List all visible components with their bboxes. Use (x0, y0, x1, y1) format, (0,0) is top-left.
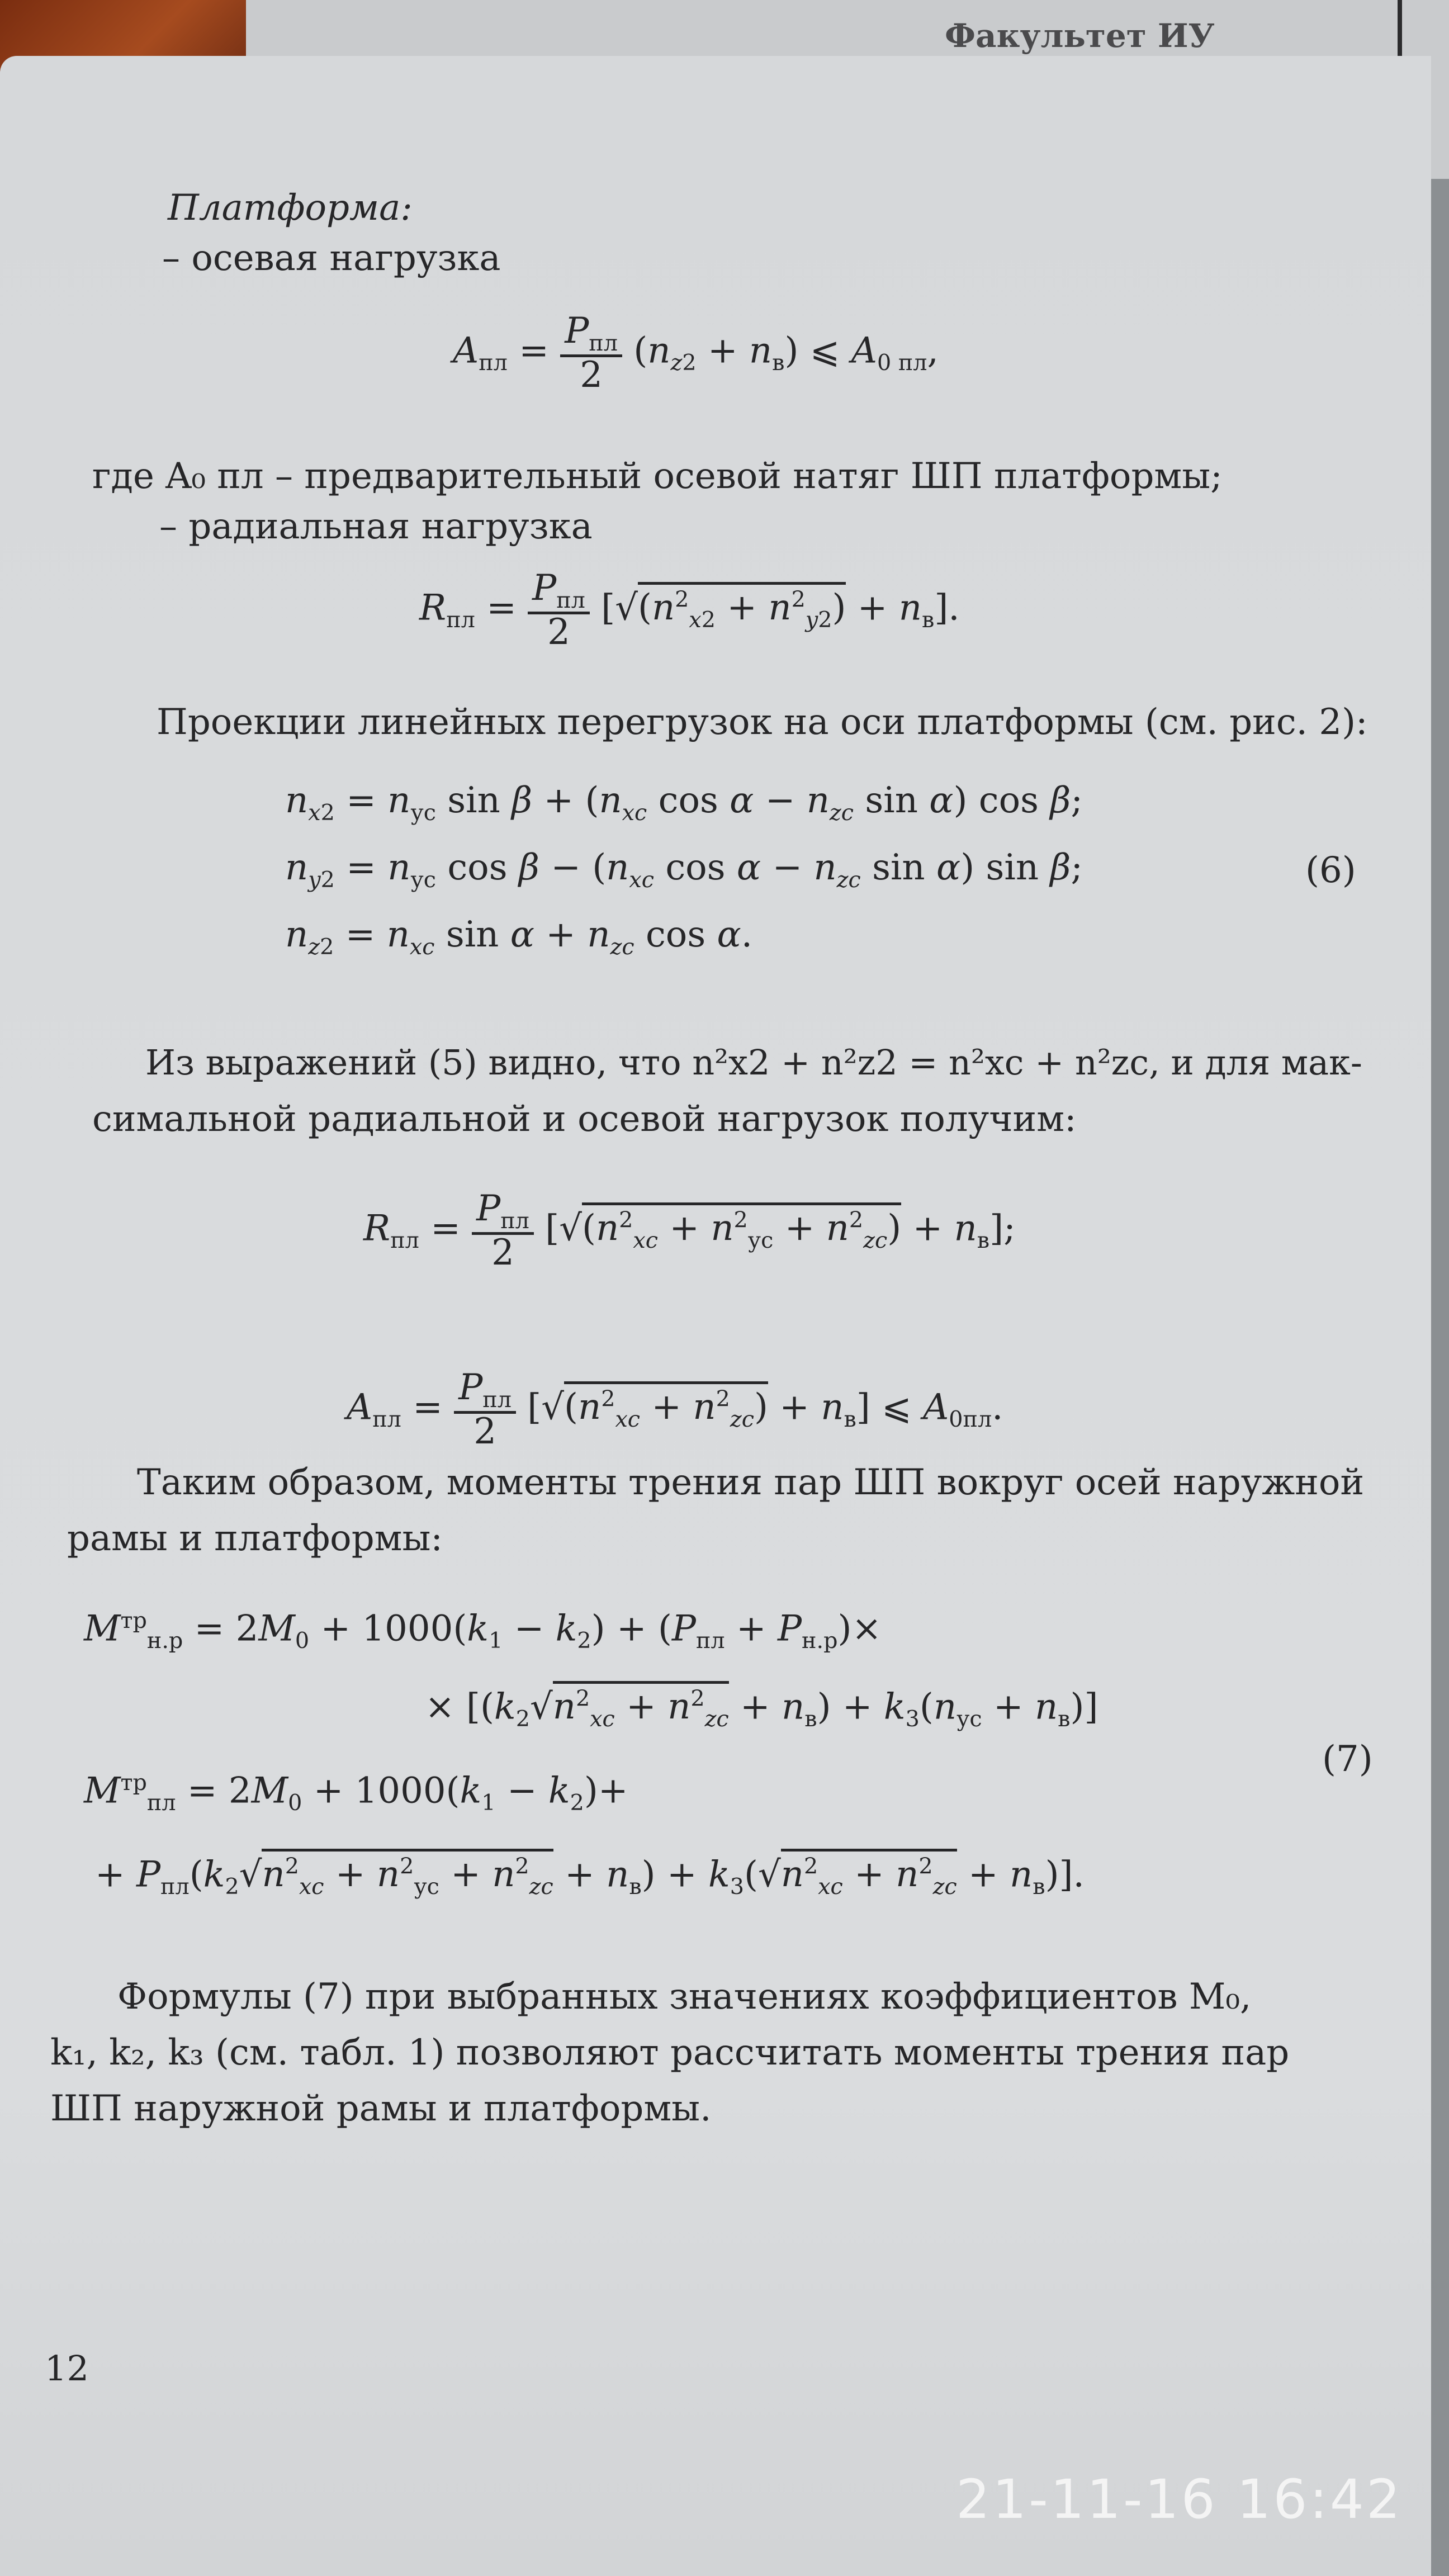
equation-m-nr-line1: $M^{тр}_{н.р} = 2M_0 + 1000(k_1 - k_2) + (P_{пл} + P_{н.р})\times$ (84, 1608, 882, 1654)
axial-load-label: – осевая нагрузка (162, 238, 501, 279)
projections-intro: Проекции линейных перегрузок на оси платформы (см. рис. 2): (157, 702, 1368, 743)
equation-a-pl: $A_{пл}$ = $\frac{P_{пл}}{2}$ $(n_{z2} + n_в)$ ⩽ $A_{0 пл}$, (453, 310, 939, 396)
thus-line2: рамы и платформы: (67, 1518, 443, 1559)
faculty-header: Факультет ИУ (945, 17, 1215, 55)
photo-timestamp: 21-11-16 16:42 (956, 2468, 1403, 2531)
equation-a-pl-max: $A_{пл}$ = $\frac{P_{пл}}{2}$ $[√(n^2_{xc} + n^2_{zc}) + n_в]$ ⩽ $A_{0пл}$. (347, 1367, 1003, 1453)
equation-nz2: $n_{z2} = n_{xc}$ $\sin \alpha + n_{zc}$ cos α. (285, 914, 753, 960)
equation-m-pl-line2: + $P_{пл}(k_2√n^2_{xc} + n^2_{ус} + n^2_{zc} + n_в) + k_3(√n^2_{xc} + n^2_{zc} + n_в)$]. (95, 1856, 1085, 1898)
formulas-line3: ШП наружной рамы и платформы. (50, 2088, 712, 2129)
radial-load-label: – радиальная нагрузка (159, 506, 593, 547)
equation-m-nr-line2: × $[(k_2√n^2_{xc} + n^2_{zc} + n_в) + k_3(n_{ус} + n_в)]$ (425, 1688, 1098, 1731)
from-expressions-line1: Из выражений (5) видно, что n²x2 + n²z2 = n²xc + n²zc, и для мак- (145, 1042, 1362, 1083)
equation-r-pl: $R_{пл}$ = $\frac{P_{пл}}{2}$ $[√(n^2_{x2} + n^2_{y2}) + n_в]$. (419, 567, 960, 654)
equation-number-6: (6) (1305, 850, 1356, 891)
from-expressions-line2: симальной радиальной и осевой нагрузок получим: (92, 1098, 1077, 1140)
formulas-line1: Формулы (7) при выбранных значениях коэффициентов M₀, (117, 1976, 1252, 2018)
platform-heading: Платформа: (168, 187, 413, 229)
equation-nx2: $n_{x2} = n_{ус}$ $\sin \beta + (n_{xc}$ $\cos \alpha - n_{zc}$ sin α) cos β; (285, 780, 1083, 826)
equation-r-pl-max: $R_{пл}$ = $\frac{P_{пл}}{2}$ $[√(n^2_{xc} + n^2_{ус} + n^2_{zc}) + n_в]$; (363, 1188, 1016, 1274)
formulas-line2: k₁, k₂, k₃ (см. табл. 1) позволяют рассчитать моменты трения пар (50, 2032, 1290, 2073)
equation-number-7: (7) (1322, 1739, 1373, 1780)
equation-ny2: $n_{y2} = n_{ус}$ $\cos \beta - (n_{xc}$ $\cos \alpha - n_{zc}$ sin α) sin β; (285, 847, 1083, 893)
document-page (0, 56, 1431, 2576)
equation-m-pl-line1: $M^{тр}_{пл} = 2M_0 + 1000(k_1 - k_2)+$ (84, 1770, 628, 1816)
page-number: 12 (45, 2348, 89, 2389)
where-note: где A₀ пл – предварительный осевой натяг ШП платформы; (92, 456, 1223, 497)
thus-line1: Таким образом, моменты трения пар ШП вокруг осей наружной (137, 1462, 1365, 1503)
